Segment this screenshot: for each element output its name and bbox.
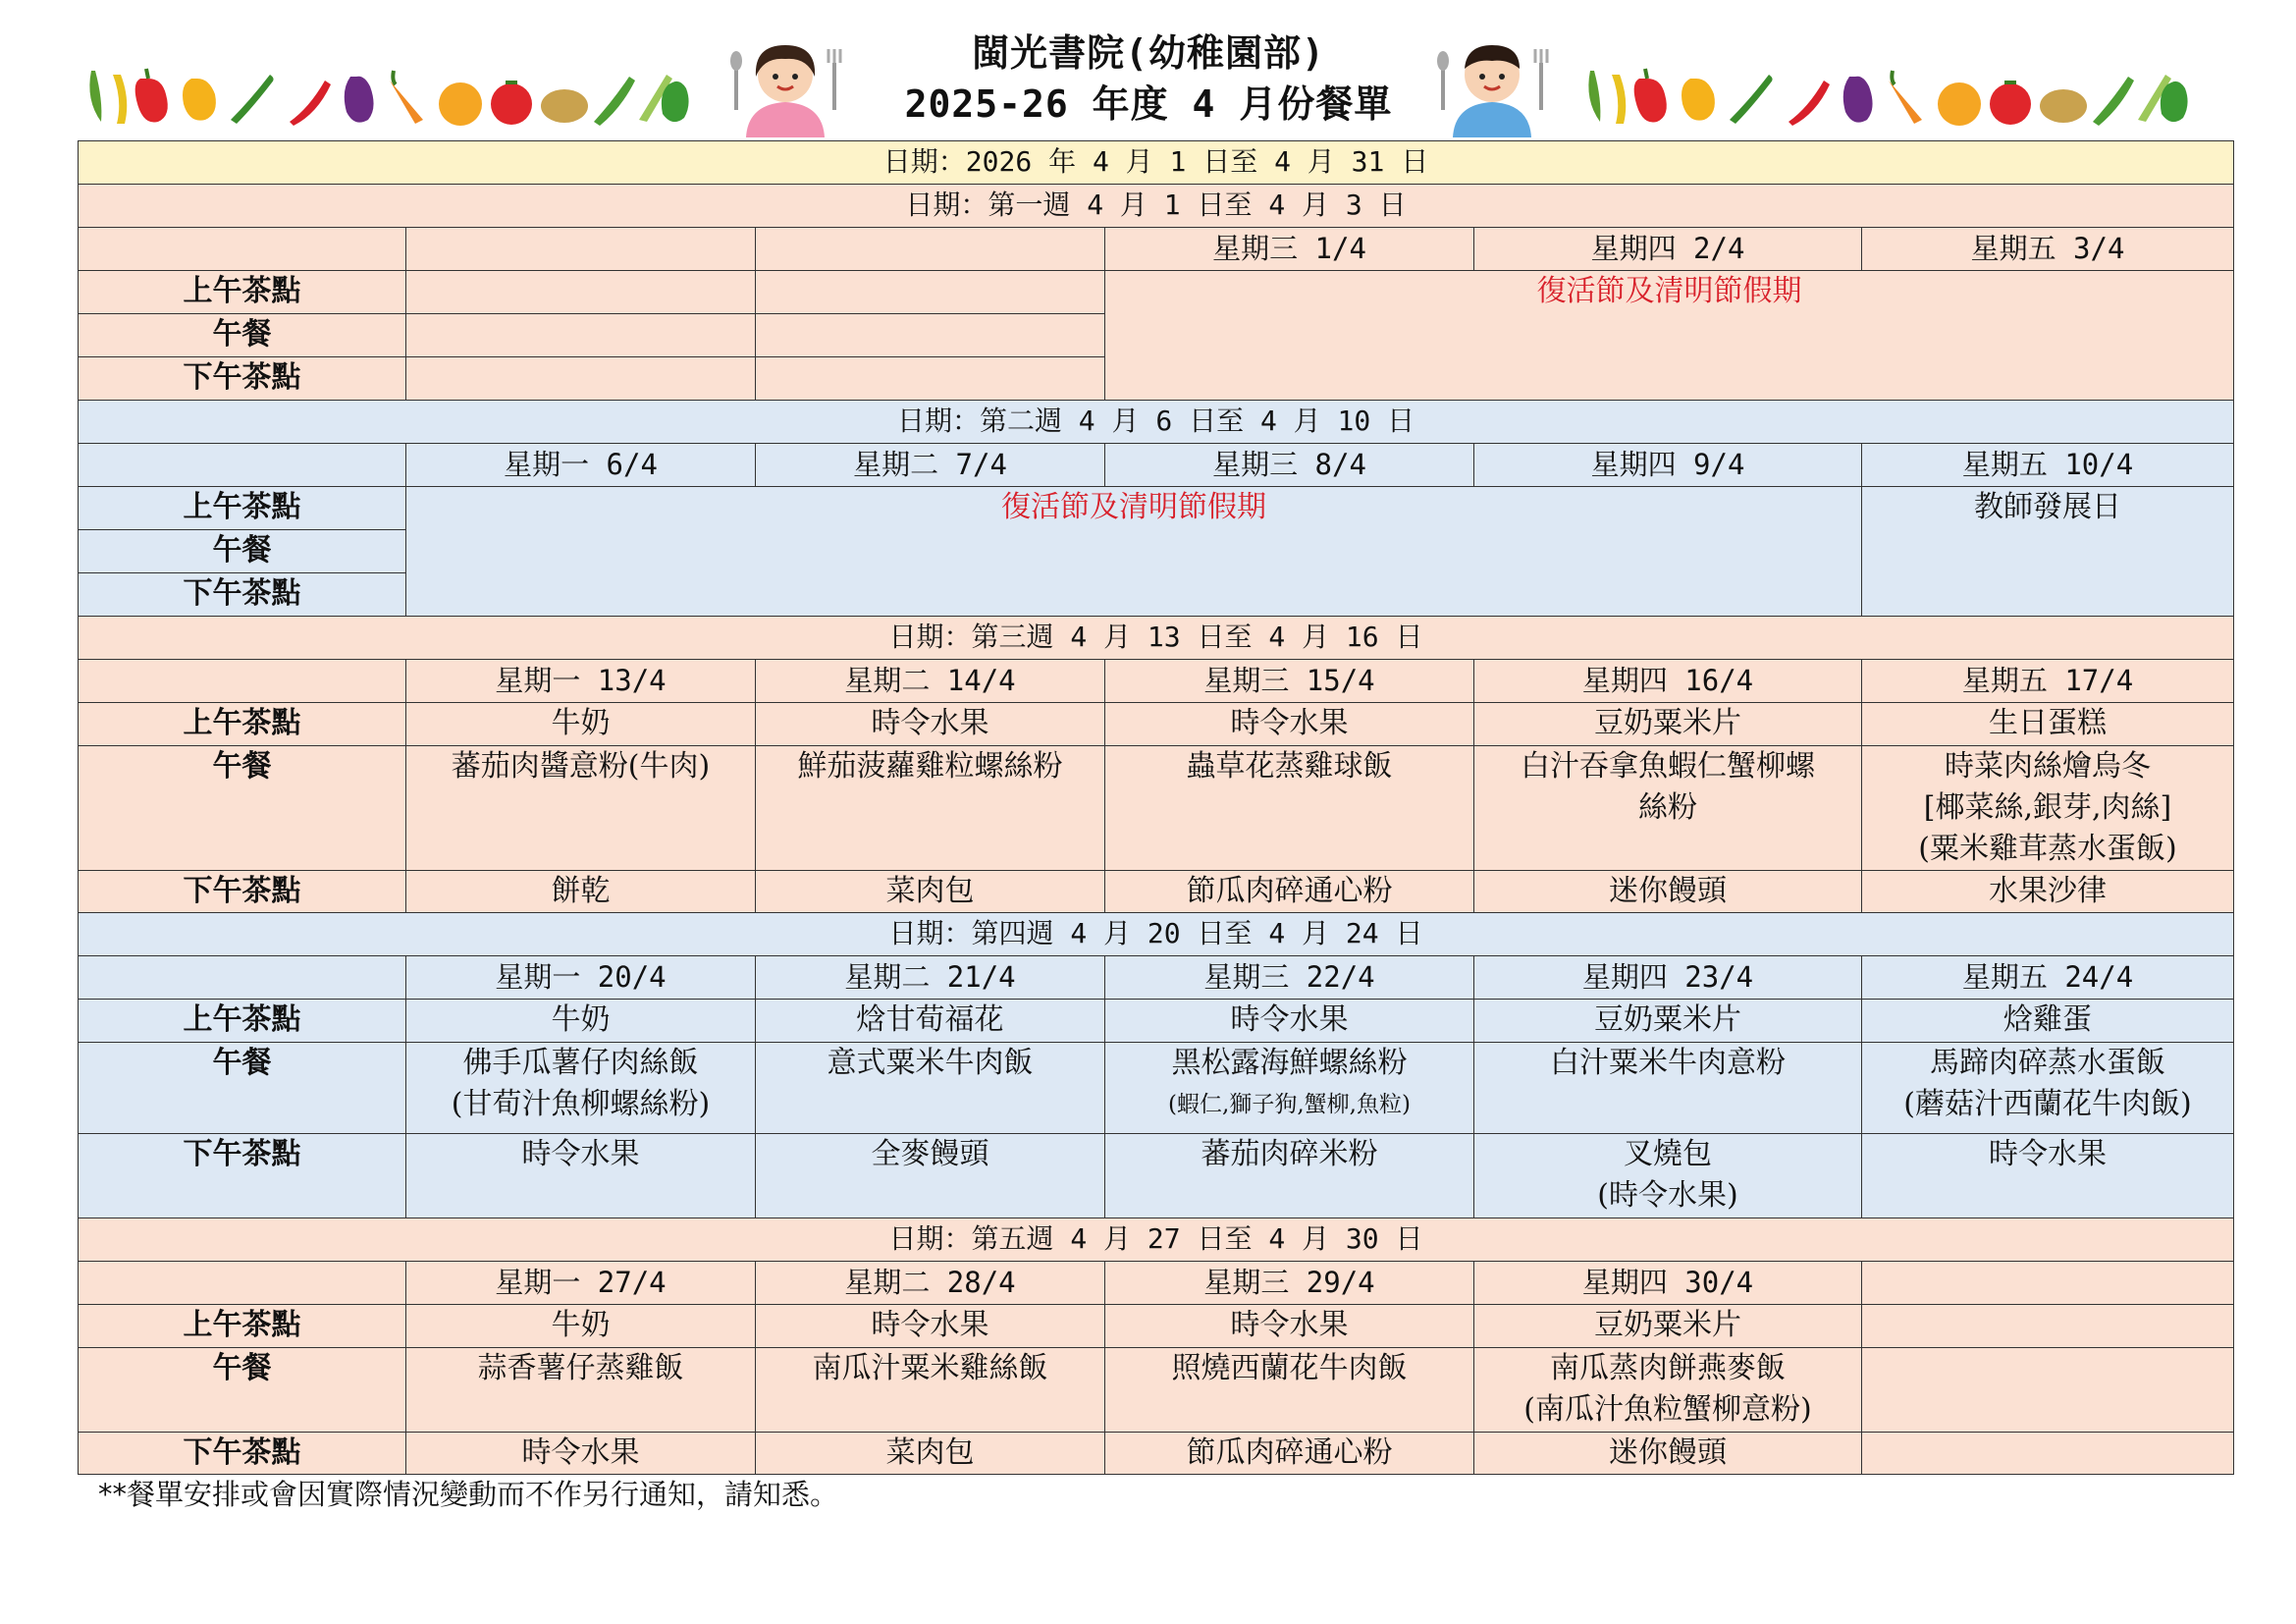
week-range-row bbox=[79, 185, 2234, 228]
blank-cell bbox=[1862, 1433, 2234, 1475]
lunch-label: 午餐 bbox=[79, 1043, 406, 1134]
pm-snack-cell: 時令水果 bbox=[406, 1433, 756, 1475]
week5-pm-row bbox=[79, 1433, 2234, 1475]
blank-cell bbox=[406, 357, 756, 401]
pm-snack-cell bbox=[1862, 1134, 2234, 1218]
week2-am-row bbox=[79, 487, 2234, 530]
am-snack-cell: 時令水果 bbox=[1105, 1305, 1474, 1348]
dish-line: 馬蹄肉碎蒸水蛋飯 bbox=[1930, 1046, 2166, 1080]
am-snack-cell: 生日蛋糕 bbox=[1862, 703, 2234, 746]
blank-cell bbox=[79, 660, 406, 703]
lunch-cell bbox=[1105, 1043, 1474, 1134]
week3-am-row bbox=[79, 703, 2234, 746]
lunch-cell bbox=[756, 746, 1105, 871]
pm-snack-cell bbox=[406, 1134, 756, 1218]
pm-snack-label: 下午茶點 bbox=[79, 871, 406, 913]
dish-line: 南瓜汁粟米雞絲飯 bbox=[812, 1351, 1048, 1385]
dish-line: 黑松露海鮮螺絲粉 bbox=[1171, 1046, 1408, 1080]
am-snack-cell: 豆奶粟米片 bbox=[1474, 703, 1862, 746]
week1-am-row bbox=[79, 271, 2234, 314]
dish-line: 蒜香薯仔蒸雞飯 bbox=[477, 1351, 684, 1385]
am-snack-cell: 時令水果 bbox=[756, 1305, 1105, 1348]
teacher-development-day-cell: 教師發展日 bbox=[1862, 487, 2234, 617]
dish-line: 鮮茄菠蘿雞粒螺絲粉 bbox=[797, 749, 1063, 784]
week3-lunch-row bbox=[79, 746, 2234, 871]
day-header: 星期四 30/4 bbox=[1474, 1262, 1862, 1305]
blank-cell bbox=[756, 271, 1105, 314]
blank-cell bbox=[79, 228, 406, 271]
blank-cell bbox=[756, 228, 1105, 271]
am-snack-label: 上午茶點 bbox=[79, 1000, 406, 1043]
week-range-row bbox=[79, 1218, 2234, 1262]
title-line-2: 2025-26 年度 4 月份餐單 bbox=[904, 82, 1393, 126]
blank-cell bbox=[1862, 1262, 2234, 1305]
pm-snack-cell bbox=[1105, 1134, 1474, 1218]
holiday-cell: 復活節及清明節假期 bbox=[1105, 271, 2234, 401]
week4-am-row bbox=[79, 1000, 2234, 1043]
week4-pm-row bbox=[79, 1134, 2234, 1218]
week4-range: 日期：第四週 4 月 20 日至 4 月 24 日 bbox=[79, 913, 2234, 956]
dish-line: (時令水果) bbox=[1597, 1178, 1738, 1213]
week3-day-header-row bbox=[79, 660, 2234, 703]
dish-line: (甘荀汁魚柳螺絲粉) bbox=[451, 1087, 711, 1121]
blank-cell bbox=[79, 956, 406, 1000]
lunch-cell bbox=[406, 1348, 756, 1433]
lunch-cell bbox=[756, 1348, 1105, 1433]
vegetable-row-icon bbox=[1582, 61, 2191, 130]
week4-day-header-row bbox=[79, 956, 2234, 1000]
dish-line: 蕃茄肉醬意粉(牛肉) bbox=[451, 749, 711, 784]
day-header: 星期一 6/4 bbox=[406, 444, 756, 487]
am-snack-cell: 豆奶粟米片 bbox=[1474, 1000, 1862, 1043]
dish-line: 絲粉 bbox=[1638, 790, 1697, 825]
day-header: 星期二 7/4 bbox=[756, 444, 1105, 487]
week-range-row bbox=[79, 913, 2234, 956]
blank-cell bbox=[1862, 1348, 2234, 1433]
day-header: 星期四 16/4 bbox=[1474, 660, 1862, 703]
boy-with-fork-icon bbox=[1433, 33, 1551, 139]
dish-line: 叉燒包 bbox=[1624, 1137, 1712, 1171]
dish-line: 南瓜蒸肉餅燕麥飯 bbox=[1550, 1351, 1786, 1385]
day-header: 星期五 3/4 bbox=[1862, 228, 2234, 271]
am-snack-cell: 時令水果 bbox=[1105, 703, 1474, 746]
day-header: 星期四 23/4 bbox=[1474, 956, 1862, 1000]
day-header: 星期一 27/4 bbox=[406, 1262, 756, 1305]
day-header: 星期三 29/4 bbox=[1105, 1262, 1474, 1305]
pm-snack-cell: 節瓜肉碎通心粉 bbox=[1105, 871, 1474, 913]
blank-cell bbox=[756, 357, 1105, 401]
girl-with-fork-icon bbox=[726, 33, 844, 139]
dish-line: 佛手瓜薯仔肉絲飯 bbox=[462, 1046, 699, 1080]
page-title bbox=[854, 27, 1443, 130]
am-snack-cell: 牛奶 bbox=[406, 703, 756, 746]
am-snack-label: 上午茶點 bbox=[79, 1305, 406, 1348]
dish-line: 蕃茄肉碎米粉 bbox=[1201, 1137, 1378, 1171]
day-header: 星期五 10/4 bbox=[1862, 444, 2234, 487]
week5-am-row bbox=[79, 1305, 2234, 1348]
day-header: 星期四 9/4 bbox=[1474, 444, 1862, 487]
day-header: 星期五 24/4 bbox=[1862, 956, 2234, 1000]
am-snack-label: 上午茶點 bbox=[79, 487, 406, 530]
vegetable-row-icon bbox=[83, 61, 692, 130]
lunch-cell bbox=[756, 1043, 1105, 1134]
lunch-cell bbox=[1862, 746, 2234, 871]
day-header: 星期二 21/4 bbox=[756, 956, 1105, 1000]
month-range-row bbox=[79, 141, 2234, 185]
day-header: 星期二 28/4 bbox=[756, 1262, 1105, 1305]
blank-cell bbox=[406, 314, 756, 357]
title-line-1: 閩光書院(幼稚園部) bbox=[972, 31, 1325, 75]
pm-snack-cell: 菜肉包 bbox=[756, 871, 1105, 913]
pm-snack-cell: 菜肉包 bbox=[756, 1433, 1105, 1475]
lunch-cell bbox=[406, 746, 756, 871]
day-header: 星期一 20/4 bbox=[406, 956, 756, 1000]
day-header: 星期三 22/4 bbox=[1105, 956, 1474, 1000]
week-range-row bbox=[79, 617, 2234, 660]
day-header: 星期四 2/4 bbox=[1474, 228, 1862, 271]
header bbox=[0, 0, 2296, 139]
blank-cell bbox=[406, 228, 756, 271]
dish-line: 時令水果 bbox=[1989, 1137, 2108, 1171]
pm-snack-label: 下午茶點 bbox=[79, 573, 406, 617]
lunch-cell bbox=[406, 1043, 756, 1134]
pm-snack-cell: 迷你饅頭 bbox=[1474, 1433, 1862, 1475]
dish-line: 白汁吞拿魚蝦仁蟹柳螺 bbox=[1521, 749, 1815, 784]
blank-cell bbox=[79, 444, 406, 487]
am-snack-label: 上午茶點 bbox=[79, 703, 406, 746]
pm-snack-cell bbox=[756, 1134, 1105, 1218]
footnote: **餐單安排或會因實際情況變動而不作另行通知，請知悉。 bbox=[98, 1478, 839, 1511]
day-header: 星期一 13/4 bbox=[406, 660, 756, 703]
am-snack-cell: 牛奶 bbox=[406, 1305, 756, 1348]
lunch-label: 午餐 bbox=[79, 746, 406, 871]
holiday-cell: 復活節及清明節假期 bbox=[406, 487, 1862, 617]
week4-lunch-row bbox=[79, 1043, 2234, 1134]
am-snack-cell: 豆奶粟米片 bbox=[1474, 1305, 1862, 1348]
pm-snack-label: 下午茶點 bbox=[79, 357, 406, 401]
week3-range: 日期：第三週 4 月 13 日至 4 月 16 日 bbox=[79, 617, 2234, 660]
dish-line: (蘑菇汁西蘭花牛肉飯) bbox=[1903, 1087, 2192, 1121]
week2-day-header-row bbox=[79, 444, 2234, 487]
am-snack-label: 上午茶點 bbox=[79, 271, 406, 314]
dish-line: (蝦仁,獅子狗,蟹柳,魚粒) bbox=[1168, 1092, 1411, 1117]
dish-line: 照燒西蘭花牛肉飯 bbox=[1171, 1351, 1408, 1385]
week1-range: 日期：第一週 4 月 1 日至 4 月 3 日 bbox=[79, 185, 2234, 228]
pm-snack-label: 下午茶點 bbox=[79, 1433, 406, 1475]
week5-day-header-row bbox=[79, 1262, 2234, 1305]
lunch-cell bbox=[1474, 746, 1862, 871]
pm-snack-cell: 迷你饅頭 bbox=[1474, 871, 1862, 913]
am-snack-cell: 焓雞蛋 bbox=[1862, 1000, 2234, 1043]
week3-pm-row bbox=[79, 871, 2234, 913]
blank-cell bbox=[756, 314, 1105, 357]
dish-line: 意式粟米牛肉飯 bbox=[827, 1046, 1034, 1080]
pm-snack-cell: 餅乾 bbox=[406, 871, 756, 913]
am-snack-cell: 牛奶 bbox=[406, 1000, 756, 1043]
week5-range: 日期：第五週 4 月 27 日至 4 月 30 日 bbox=[79, 1218, 2234, 1262]
lunch-cell bbox=[1474, 1043, 1862, 1134]
week5-lunch-row bbox=[79, 1348, 2234, 1433]
day-header: 星期三 8/4 bbox=[1105, 444, 1474, 487]
lunch-cell bbox=[1474, 1348, 1862, 1433]
dish-line: [椰菜絲,銀芽,肉絲] bbox=[1923, 790, 2172, 825]
blank-cell bbox=[79, 1262, 406, 1305]
pm-snack-cell bbox=[1474, 1134, 1862, 1218]
lunch-label: 午餐 bbox=[79, 314, 406, 357]
blank-cell bbox=[406, 271, 756, 314]
dish-line: 時菜肉絲燴烏冬 bbox=[1945, 749, 2152, 784]
dish-line: (南瓜汁魚粒蟹柳意粉) bbox=[1523, 1392, 1812, 1427]
day-header: 星期三 15/4 bbox=[1105, 660, 1474, 703]
blank-cell bbox=[1862, 1305, 2234, 1348]
lunch-cell bbox=[1862, 1043, 2234, 1134]
pm-snack-label: 下午茶點 bbox=[79, 1134, 406, 1218]
am-snack-cell: 時令水果 bbox=[756, 703, 1105, 746]
week-range-row bbox=[79, 401, 2234, 444]
dish-line: 白汁粟米牛肉意粉 bbox=[1550, 1046, 1786, 1080]
lunch-label: 午餐 bbox=[79, 1348, 406, 1433]
week2-range: 日期：第二週 4 月 6 日至 4 月 10 日 bbox=[79, 401, 2234, 444]
day-header: 星期三 1/4 bbox=[1105, 228, 1474, 271]
dish-line: 時令水果 bbox=[521, 1137, 640, 1171]
day-header: 星期五 17/4 bbox=[1862, 660, 2234, 703]
dish-line: 蟲草花蒸雞球飯 bbox=[1186, 749, 1393, 784]
menu-table bbox=[78, 140, 2234, 1475]
am-snack-cell: 焓甘荀福花 bbox=[756, 1000, 1105, 1043]
dish-line: 全麥饅頭 bbox=[871, 1137, 989, 1171]
day-header: 星期二 14/4 bbox=[756, 660, 1105, 703]
lunch-cell bbox=[1105, 746, 1474, 871]
lunch-label: 午餐 bbox=[79, 530, 406, 573]
pm-snack-cell: 節瓜肉碎通心粉 bbox=[1105, 1433, 1474, 1475]
lunch-cell bbox=[1105, 1348, 1474, 1433]
pm-snack-cell: 水果沙律 bbox=[1862, 871, 2234, 913]
month-range: 日期：2026 年 4 月 1 日至 4 月 31 日 bbox=[79, 141, 2234, 185]
am-snack-cell: 時令水果 bbox=[1105, 1000, 1474, 1043]
dish-line: (粟米雞茸蒸水蛋飯) bbox=[1918, 832, 2177, 866]
week1-day-header-row bbox=[79, 228, 2234, 271]
